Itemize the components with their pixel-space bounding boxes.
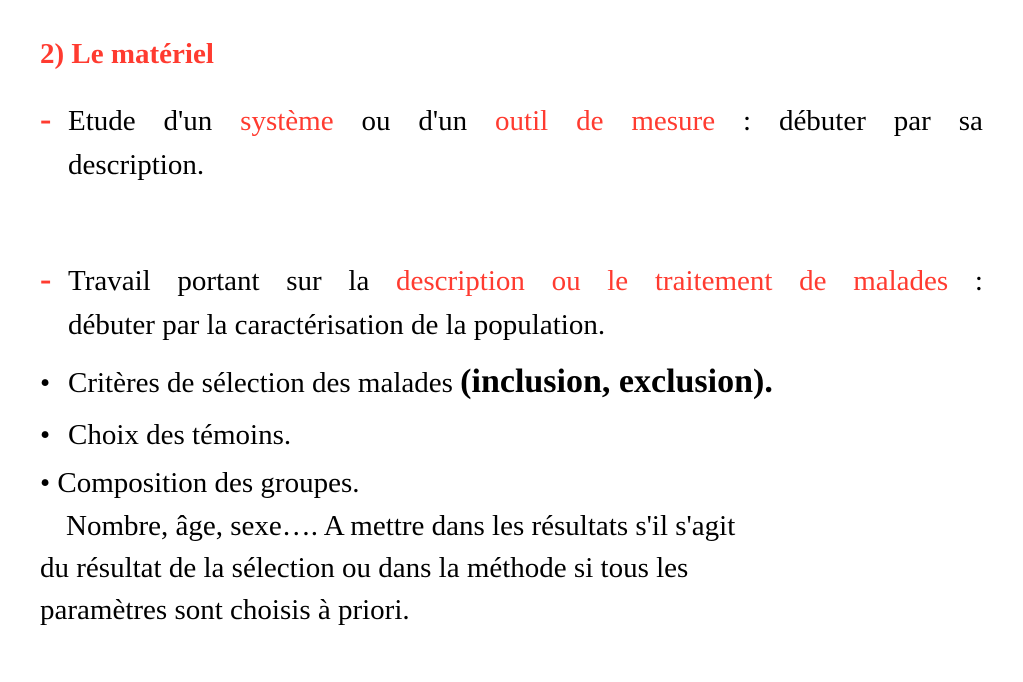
dash-marker: -: [40, 101, 52, 138]
word: d'un: [163, 105, 213, 137]
highlight-mesure: mesure: [631, 105, 716, 137]
bullet-groups: [40, 461, 360, 505]
word: Etude: [68, 105, 136, 137]
word: :: [974, 265, 983, 297]
word: Travail: [68, 265, 151, 297]
word: la: [348, 265, 370, 297]
highlight-de: de: [576, 105, 604, 137]
bullet-controls: [40, 413, 291, 457]
bullet-marker: •: [40, 419, 51, 451]
highlight-malades: malades: [853, 265, 949, 297]
item-system-study: [40, 98, 983, 187]
highlight-description: description: [396, 265, 525, 297]
word: sa: [958, 105, 983, 137]
word: sur: [286, 265, 322, 297]
bullet-text: Composition des groupes.: [57, 467, 360, 499]
highlight-systeme: système: [240, 105, 334, 137]
word: ou: [361, 105, 391, 137]
bullet-text: Choix des témoins.: [68, 419, 292, 451]
item-patient-work: [40, 258, 983, 347]
word: portant: [177, 265, 260, 297]
item-patient-work-line1: [40, 258, 983, 303]
paragraph-line-2: du résultat de la sélection ou dans la méthode si tous les: [40, 552, 689, 584]
highlight-ou: ou: [551, 265, 581, 297]
highlight-de: de: [799, 265, 827, 297]
bullet-text: Critères de sélection des malades: [68, 367, 461, 399]
dash-marker: -: [40, 261, 52, 298]
word: par: [893, 105, 931, 137]
highlight-traitement: traitement: [654, 265, 773, 297]
item-patient-work-line2: débuter par la caractérisation de la population.: [68, 309, 606, 341]
bullet-selection-criteria: [40, 360, 773, 405]
highlight-le: le: [607, 265, 629, 297]
word: d'un: [418, 105, 468, 137]
bullet-marker: •: [40, 367, 51, 399]
word: :: [742, 105, 752, 137]
bullet-marker: •: [40, 467, 51, 499]
section-heading: 2) Le matériel: [40, 38, 214, 70]
paragraph-line-3: paramètres sont choisis à priori.: [40, 594, 410, 626]
item-system-study-line1: [40, 98, 983, 143]
bullet-emphasis: (inclusion, exclusion).: [460, 363, 773, 400]
highlight-outil: outil: [495, 105, 549, 137]
paragraph-line-1: Nombre, âge, sexe…. A mettre dans les résultats s'il s'agit: [66, 510, 736, 542]
word: débuter: [778, 105, 866, 137]
item-system-study-line2: description.: [68, 149, 205, 181]
